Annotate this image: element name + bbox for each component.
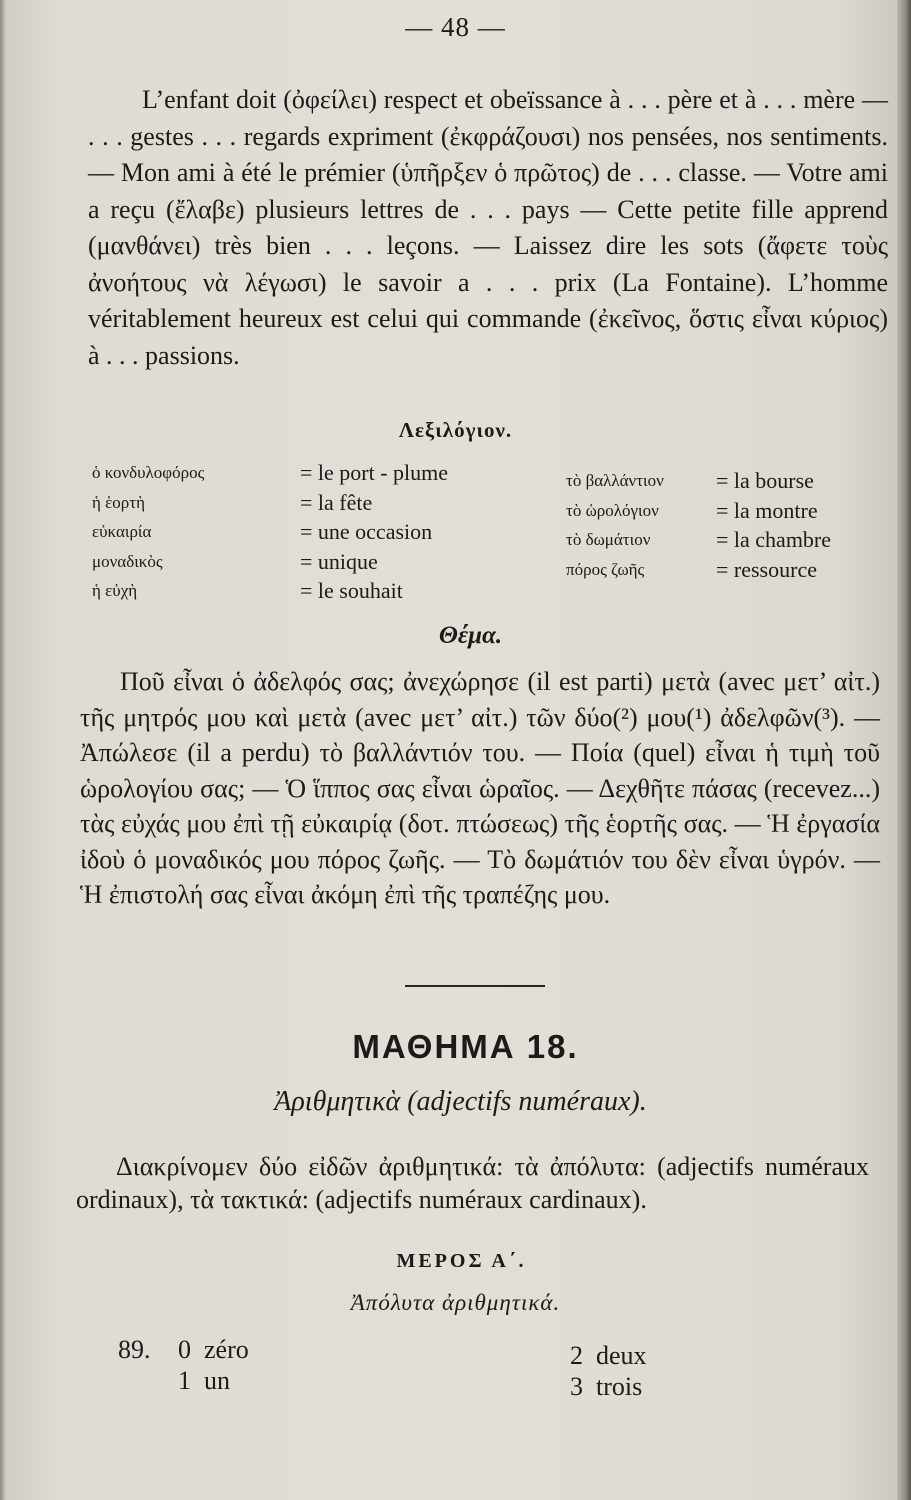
number-label: 89. [118,1335,151,1364]
vocab-greek: τὸ δωμάτιον [566,530,651,549]
vocab-french: = le port - plume [300,460,449,485]
numbers-right-column [570,1340,647,1402]
vocab-french: = une occasion [300,519,433,544]
vocab-greek: ἡ εὐχὴ [92,581,138,600]
number-digit: 0 [178,1335,191,1364]
vocab-greek: εὐκαιρία [92,522,152,541]
lesson-subtitle: Ἀριθμητικὰ (adjectifs numéraux). [274,1086,647,1117]
vocab-french: = unique [300,548,378,574]
number-row [118,1334,249,1365]
vocab-greek: πόρος ζωῆς [566,559,645,579]
vocab-greek: ἡ ἑορτὴ [92,492,145,512]
vocab-greek: ὁ κονδυλοφόρος [92,463,205,482]
vocab-french: = la bourse [716,468,814,493]
vocab-row [566,496,831,526]
vocab-row [566,555,831,585]
number-word: deux [596,1341,647,1370]
numbers-left-column [118,1334,249,1396]
number-digit: 2 [570,1341,583,1370]
vocab-french: = la montre [716,497,818,523]
section-divider [405,985,545,987]
vocab-french: = la fête [300,489,373,515]
part-title: ΜΕΡΟΣ Α΄. [396,1250,527,1272]
vocab-french: = ressource [716,556,817,582]
translation-exercise: Ποῦ εἶναι ὁ ἀδελφός σας; ἀνεχώρησε (il est parti) μετὰ (avec μετ’ αἰτ.) τῆς μητρός μου καὶ μετὰ (avec μετ’ αἰτ.) τῶν δύο(²) μου(¹) ἀδελφῶν(³). — Ἀπώλεσε (il a perdu) τὸ βαλλάντιόν του. — Ποία (quel) εἶναι ἡ τιμὴ τοῦ ὡρολογίου σας; — Ὁ ἵππος σας εἶναι ὡραῖος. — Δεχθῆτε πάσας (recevez...) τὰς εὐχάς μου ἐπὶ τῇ εὐκαιρίᾳ (δοτ. πτώσεως) τῆς ἑορτῆς σας. — Ἡ ἐργασία ἰδοὺ ὁ μοναδικός μου πόρος ζωῆς. — Τὸ δωμάτιόν του δὲν εἶναι ὑγρόν. — Ἡ ἐπιστολή σας εἶναι ἀκόμη ἐπὶ τῆς τραπέζης μου. [80,667,880,909]
lesson-title: ΜΑΘΗΜΑ 18. [352,1028,579,1065]
intro-paragraph: Διακρίνομεν δύο εἰδῶν ἀριθμητικά: τὰ ἀπόλυτα: (adjectifs numéraux ordinaux), τὰ τακτικά: (adjectifs numéraux cardinaux). [76,1152,869,1214]
vocab-french: = la chambre [716,527,832,552]
vocab-greek: μοναδικὸς [92,551,163,571]
vocab-row [566,525,831,555]
thema-title: Θέμα. [438,622,503,649]
number-word: zéro [204,1335,249,1364]
right-page-edge [897,0,911,1500]
number-word: trois [596,1372,643,1401]
page-number: — 48 — [405,12,506,42]
vocab-row [92,488,448,518]
left-page-edge [0,0,6,1500]
exercise-paragraph: L’enfant doit (ὀφείλει) respect et obeïssance à . . . père et à . . . mère — . . . gestes . . . regards expriment (ἐκφράζουσι) nos pensées, nos sentiments. — Mon ami à été le prémier (ὑπῆρξεν ὁ πρῶτος) de . . . classe. — Votre ami a reçu (ἔλαβε) plusieurs lettres de . . . pays — Cette petite fille apprend (μανθάνει) très bien . . . leçons. — Laissez dire les sots (ἄφετε τοὺς ἀνοήτους νὰ λέγωσι) le savoir a . . . prix (La Fontaine). L’homme véritablement heureux est celui qui commande (ἐκεῖνος, ὅστις εἶναι κύριος) à . . . passions. [88,85,888,370]
vocab-greek: τὸ ὡρολόγιον [566,500,659,520]
number-word: un [204,1366,230,1395]
vocab-row [92,576,448,606]
number-row [570,1340,647,1371]
number-row [570,1371,647,1402]
vocab-row [92,458,448,488]
vocab-row [92,517,448,547]
vocabulary-title: Λεξιλόγιον. [398,418,513,442]
vocabulary-right-column [566,466,831,584]
number-row [118,1365,249,1396]
vocab-greek: τὸ βαλλάντιον [566,471,664,490]
number-digit: 3 [570,1372,583,1401]
vocabulary-left-column [92,458,448,606]
number-digit: 1 [178,1366,191,1395]
vocab-french: = le souhait [300,578,403,603]
vocab-row [566,466,831,496]
part-subtitle: Ἀπόλυτα ἀριθμητικά. [350,1290,561,1315]
number-label [118,1365,178,1396]
vocab-row [92,547,448,577]
